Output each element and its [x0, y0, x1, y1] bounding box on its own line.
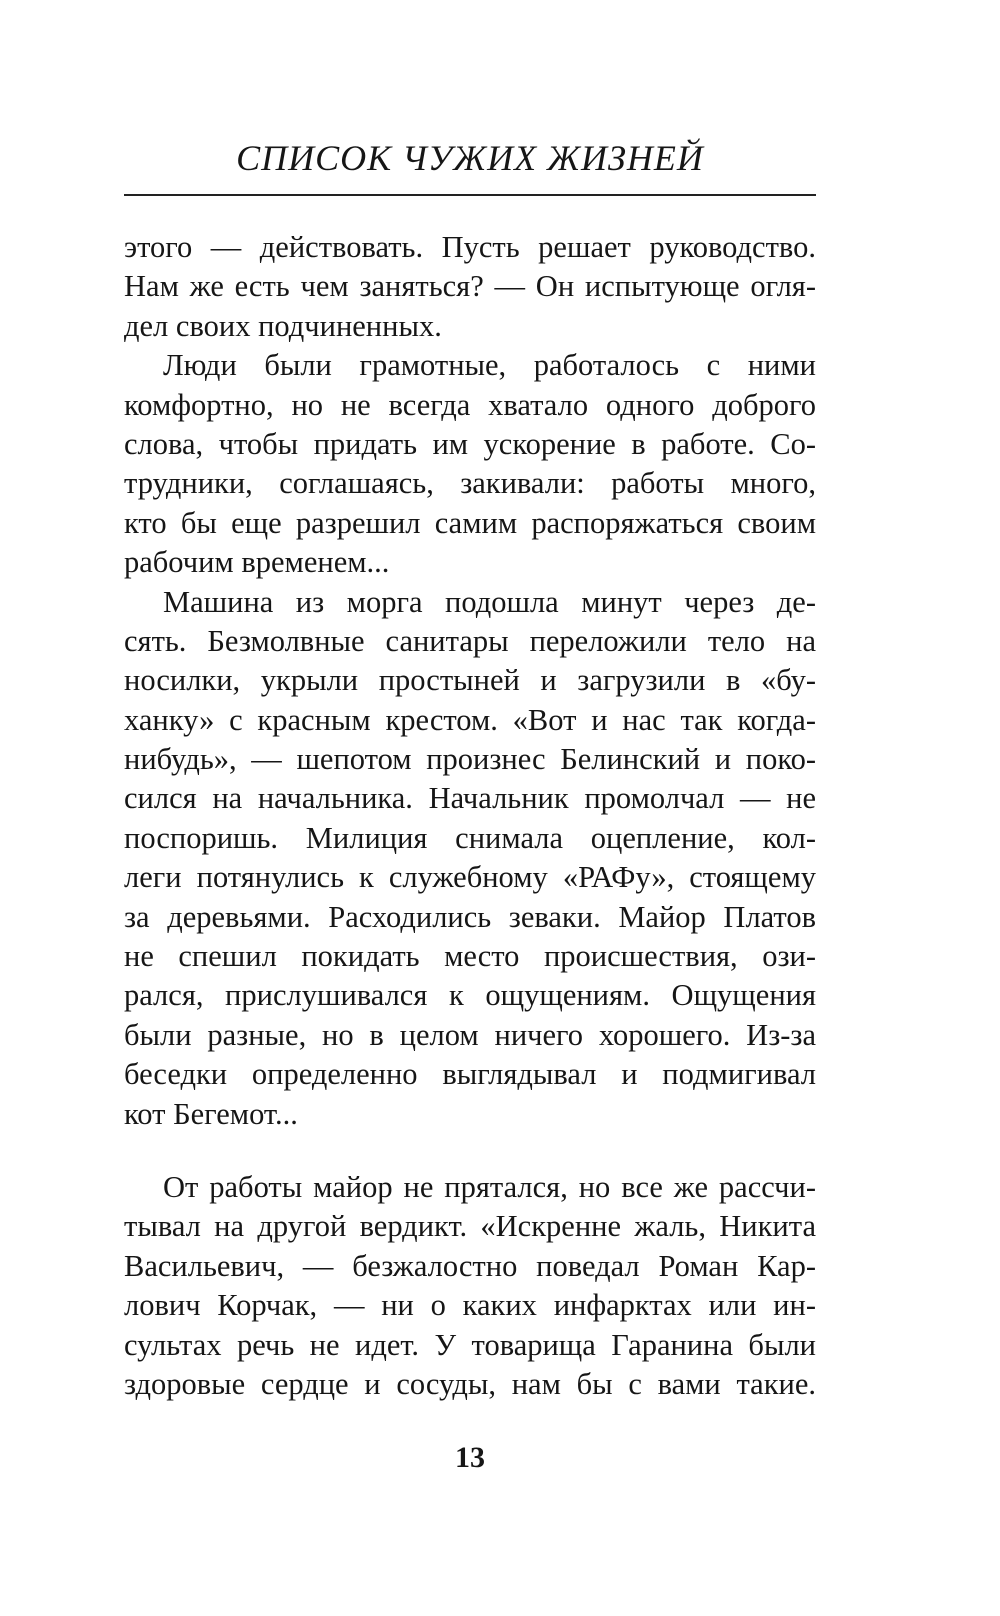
text-line: не спешил покидать место происшествия, ози-	[124, 939, 816, 974]
text-line: нибудь», — шепотом произнес Белинский и поко-	[124, 742, 816, 777]
paragraph	[124, 1168, 816, 1404]
text-line: Нам же есть чем заняться? — Он испытующе огля-	[124, 269, 816, 304]
text-line: лович Корчак, — ни о каких инфарктах или ин-	[124, 1288, 816, 1323]
text-line: носилки, укрыли простыней и загрузили в «бу-	[124, 663, 816, 698]
text-line: рался, прислушивался к ощущениям. Ощущения	[124, 978, 816, 1013]
text-line: сультах речь не идет. У товарища Гаранина были	[124, 1327, 816, 1362]
text-line: Люди были грамотные, работалось с ними	[163, 348, 816, 383]
text-line: ханку» с красным крестом. «Вот и нас так когда-	[124, 702, 816, 737]
text-line: Машина из морга подошла минут через де-	[163, 584, 816, 619]
text-line: сился на начальника. Начальник промолчал — не	[124, 781, 816, 816]
header-rule	[124, 194, 816, 196]
text-line: этого — действовать. Пусть решает руководство.	[124, 230, 816, 264]
paragraph	[124, 228, 816, 346]
text-line: беседки определенно выглядывал и подмигивал	[124, 1057, 816, 1092]
page-number: 13	[455, 1441, 485, 1474]
text-block-upper	[124, 228, 816, 1134]
text-line: дел своих подчиненных.	[124, 308, 442, 343]
text-line: слова, чтобы придать им ускорение в работе. Со-	[124, 426, 816, 461]
text-line: От работы майор не прятался, но все же рассчи-	[163, 1170, 816, 1204]
text-block-lower	[124, 1168, 816, 1404]
text-line: были разные, но в целом ничего хорошего. Из-за	[124, 1017, 816, 1052]
text-line: за деревьями. Расходились зеваки. Майор Платов	[124, 899, 816, 934]
text-line: тывал на другой вердикт. «Искренне жаль, Никита	[124, 1209, 816, 1244]
text-line: комфортно, но не всегда хватало одного доброго	[124, 387, 816, 422]
text-line: кот Бегемот...	[124, 1096, 298, 1131]
text-line: здоровые сердце и сосуды, нам бы с вами такие.	[124, 1366, 816, 1401]
text-line: поспоришь. Милиция снимала оцепление, кол-	[124, 820, 816, 855]
text-line: кто бы еще разрешил самим распоряжаться своим	[124, 505, 816, 540]
paragraph	[124, 583, 816, 1134]
text-line: рабочим временем...	[124, 545, 390, 580]
text-line: леги потянулись к служебному «РАФу», стоящему	[124, 860, 816, 895]
text-line: сять. Безмолвные санитары переложили тело на	[124, 623, 816, 658]
running-head: СПИСОК ЧУЖИХ ЖИЗНЕЙ	[236, 138, 704, 178]
text-line: трудники, соглашаясь, закивали: работы много,	[124, 466, 816, 501]
paragraph	[124, 346, 816, 582]
text-line: Васильевич, — безжалостно поведал Роман Кар-	[124, 1248, 816, 1283]
